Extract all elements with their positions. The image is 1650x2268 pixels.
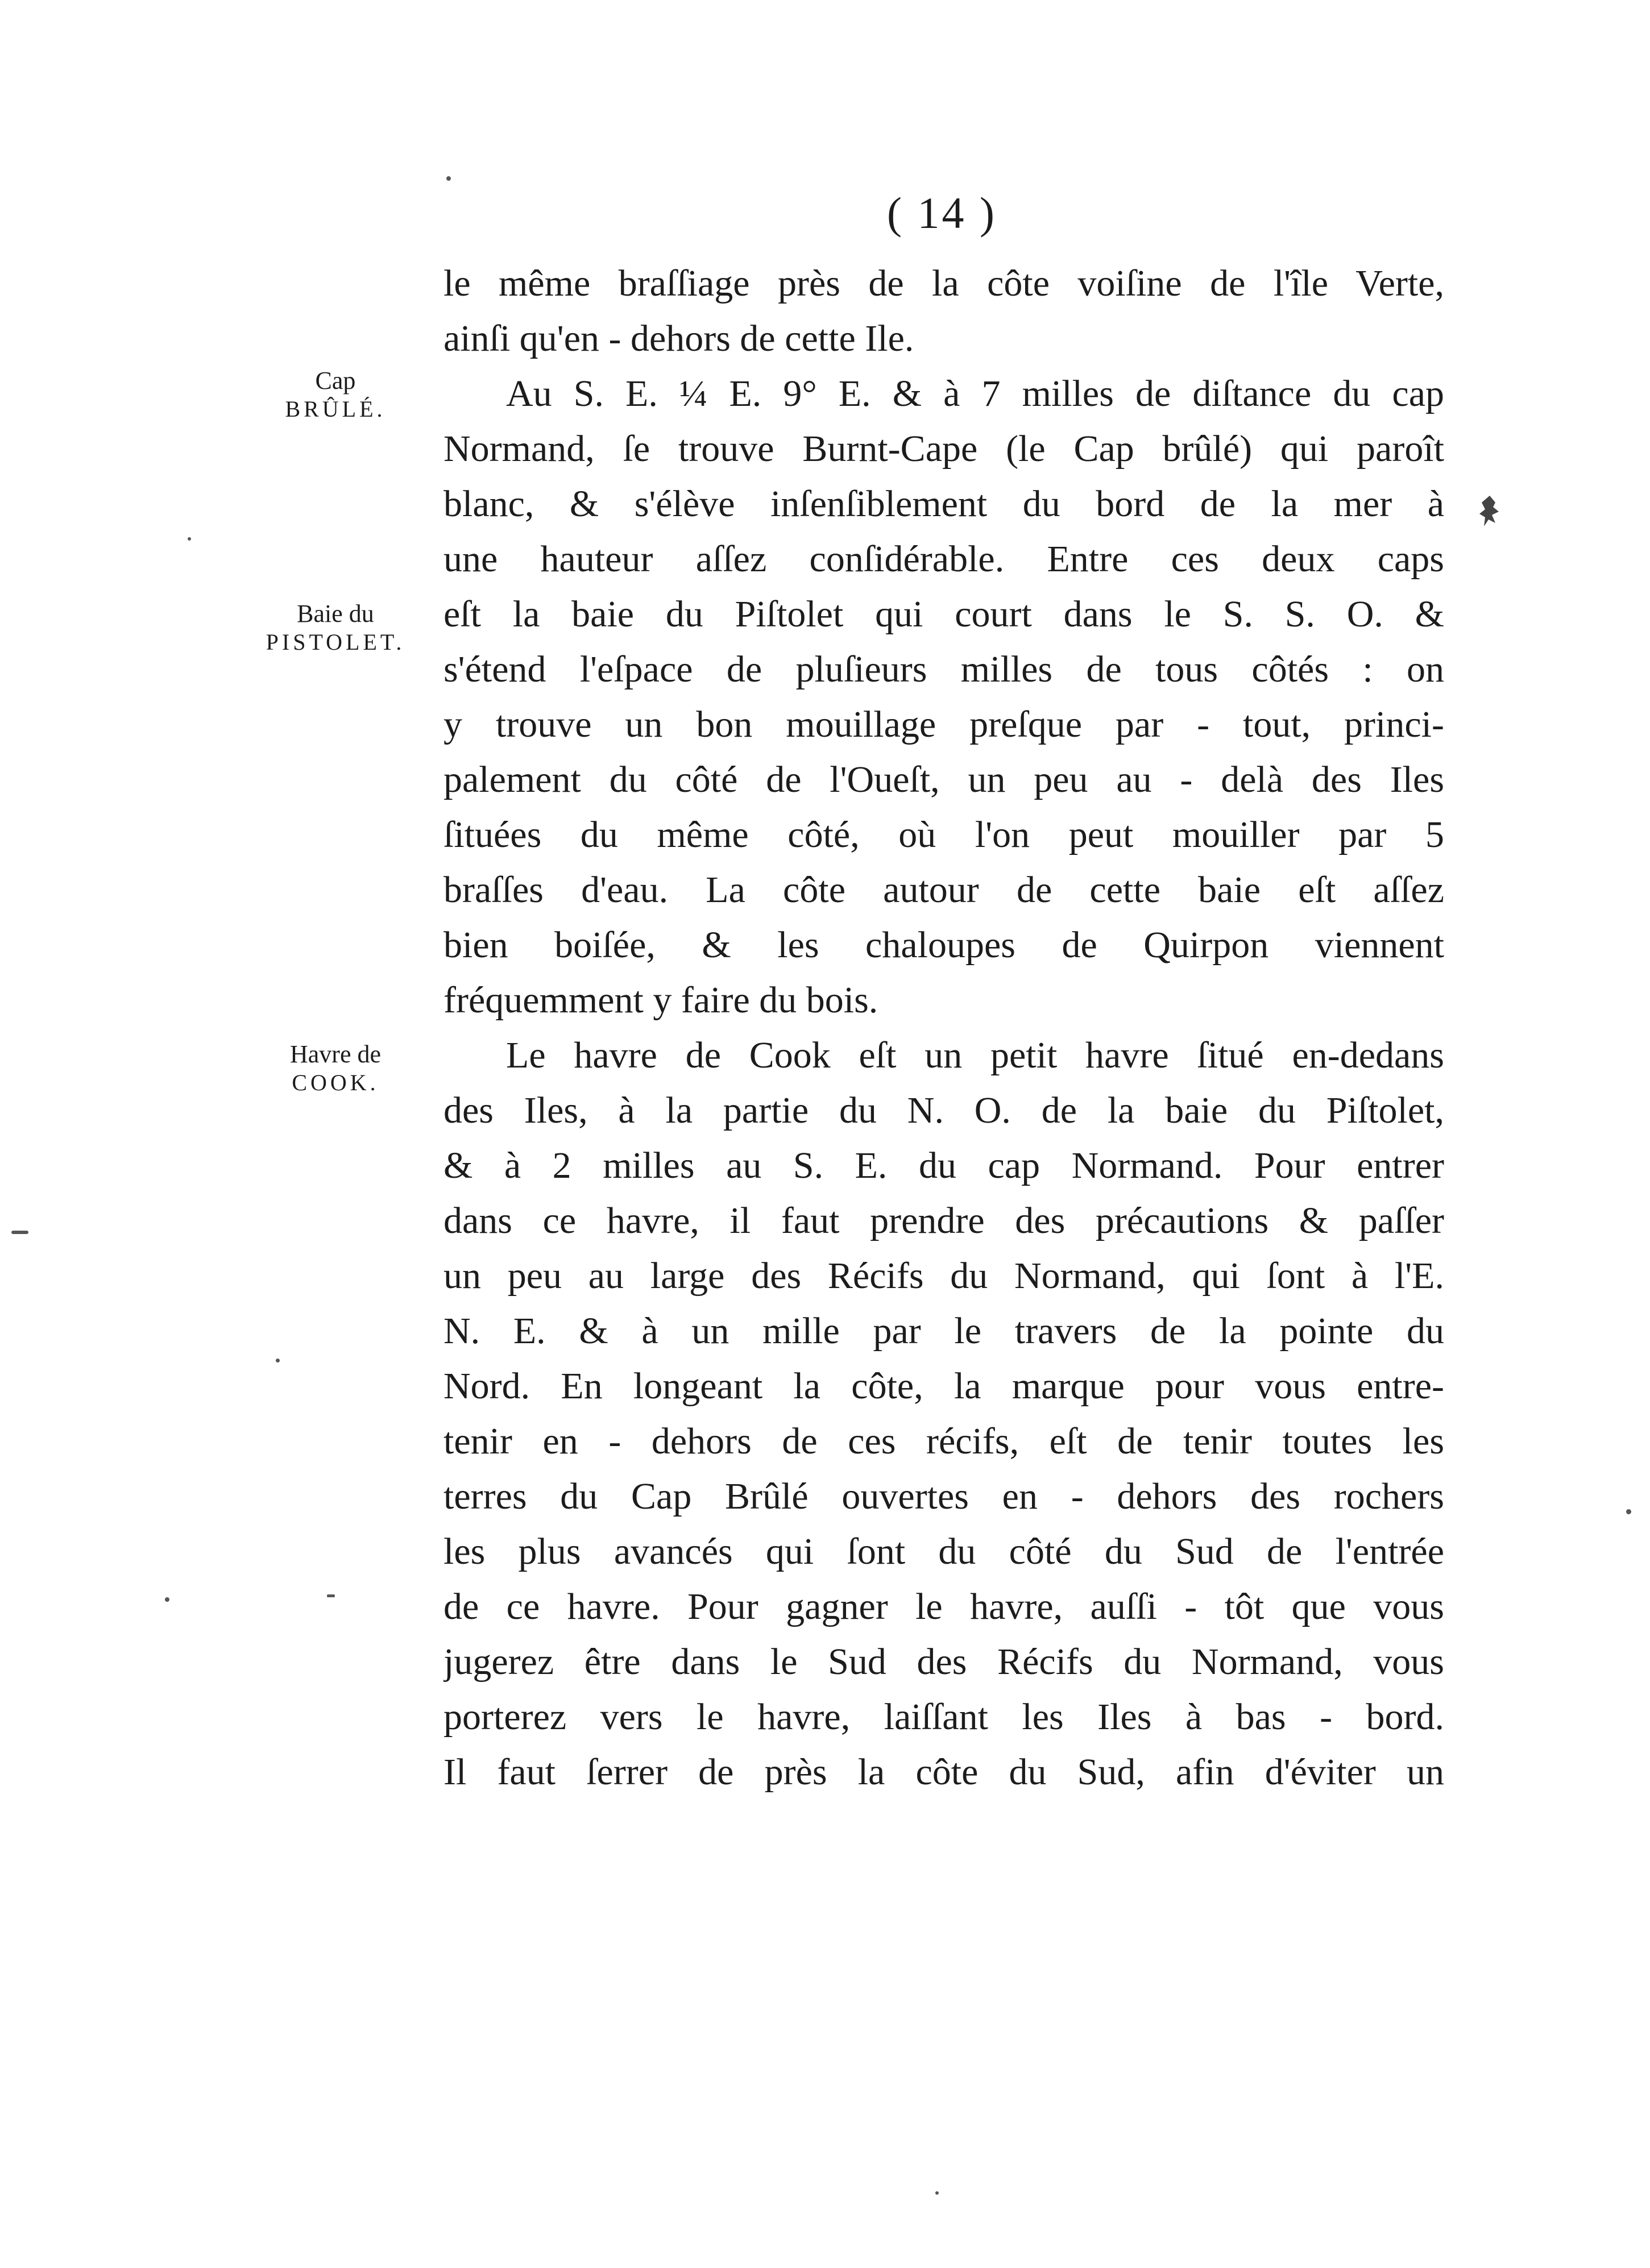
text-line: Au S. E. ¼ E. 9° E. & à 7 milles de diſtance du cap xyxy=(506,373,1444,414)
ink-speck xyxy=(11,1231,28,1234)
margin-note-havre-de-cook xyxy=(250,1040,421,1097)
text-line: bien boiſée, & les chaloupes de Quirpon viennent xyxy=(443,924,1444,966)
text-line: ſituées du même côté, où l'on peut mouiller par 5 xyxy=(443,814,1444,855)
text-line: Nord. En longeant la côte, la marque pour vous entre- xyxy=(443,1365,1444,1407)
text-line: des Iles, à la partie du N. O. de la baie du Piſtolet, xyxy=(443,1090,1444,1131)
text-line: un peu au large des Récifs du Normand, qui ſont à l'E. xyxy=(443,1255,1444,1297)
text-line: Le havre de Cook eſt un petit havre ſitué en-dedans xyxy=(506,1035,1444,1076)
text-line: blanc, & s'élève inſenſiblement du bord de la mer à xyxy=(443,483,1444,525)
text-line: dans ce havre, il faut prendre des précautions & paſſer xyxy=(443,1200,1444,1241)
text-line: Normand, ſe trouve Burnt-Cape (le Cap brûlé) qui paroît xyxy=(443,428,1444,470)
text-line: s'étend l'eſpace de pluſieurs milles de tous côtés : on xyxy=(443,649,1444,690)
margin-note-line: Cap xyxy=(315,367,356,394)
margin-note-baie-du-pistolet xyxy=(250,600,421,657)
ink-speck xyxy=(1626,1509,1631,1514)
text-line: porterez vers le havre, laiſſant les Iles à bas - bord. xyxy=(443,1696,1444,1738)
ink-speck xyxy=(935,2191,939,2195)
margin-note-cap-brule xyxy=(250,367,421,423)
margin-note-line: Baie du xyxy=(297,600,374,628)
text-line: les plus avancés qui ſont du côté du Sud de l'entrée xyxy=(443,1531,1444,1572)
ink-speck xyxy=(188,537,191,541)
text-line: & à 2 milles au S. E. du cap Normand. Pour entrer xyxy=(443,1145,1444,1186)
text-line: jugerez être dans le Sud des Récifs du Normand, vous xyxy=(443,1641,1444,1683)
ink-speck xyxy=(327,1594,335,1597)
margin-note-heading: BRÛLÉ. xyxy=(285,396,386,422)
margin-note-line: Havre de xyxy=(289,1040,381,1068)
ink-speck xyxy=(276,1359,280,1363)
page-number: ( 14 ) xyxy=(887,188,997,238)
text-line: y trouve un bon mouillage preſque par - tout, princi- xyxy=(443,704,1444,745)
ink-blot-icon xyxy=(1478,495,1501,529)
text-line: fréquemment y faire du bois. xyxy=(443,979,878,1021)
text-line: N. E. & à un mille par le travers de la pointe du xyxy=(443,1310,1444,1352)
text-line: eſt la baie du Piſtolet qui court dans le S. S. O. & xyxy=(443,593,1444,635)
text-line: terres du Cap Brûlé ouvertes en - dehors des rochers xyxy=(443,1476,1444,1517)
text-line: tenir en - dehors de ces récifs, eſt de tenir toutes les xyxy=(443,1420,1444,1462)
text-line: ainſi qu'en - dehors de cette Ile. xyxy=(443,318,914,359)
text-line: le même braſſiage près de la côte voiſine de l'île Verte, xyxy=(443,263,1444,304)
ink-speck xyxy=(446,176,451,181)
text-line: Il faut ſerrer de près la côte du Sud, afin d'éviter un xyxy=(443,1751,1444,1793)
text-line: une hauteur aſſez conſidérable. Entre ces deux caps xyxy=(443,538,1444,580)
text-line: palement du côté de l'Oueſt, un peu au - delà des Iles xyxy=(443,759,1444,800)
text-line: de ce havre. Pour gagner le havre, auſſi - tôt que vous xyxy=(443,1586,1444,1627)
margin-note-heading: COOK. xyxy=(292,1070,379,1095)
margin-note-heading: PISTOLET. xyxy=(266,629,405,655)
ink-speck xyxy=(165,1597,169,1602)
body-text xyxy=(443,256,1444,1800)
text-line: braſſes d'eau. La côte autour de cette baie eſt aſſez xyxy=(443,869,1444,911)
